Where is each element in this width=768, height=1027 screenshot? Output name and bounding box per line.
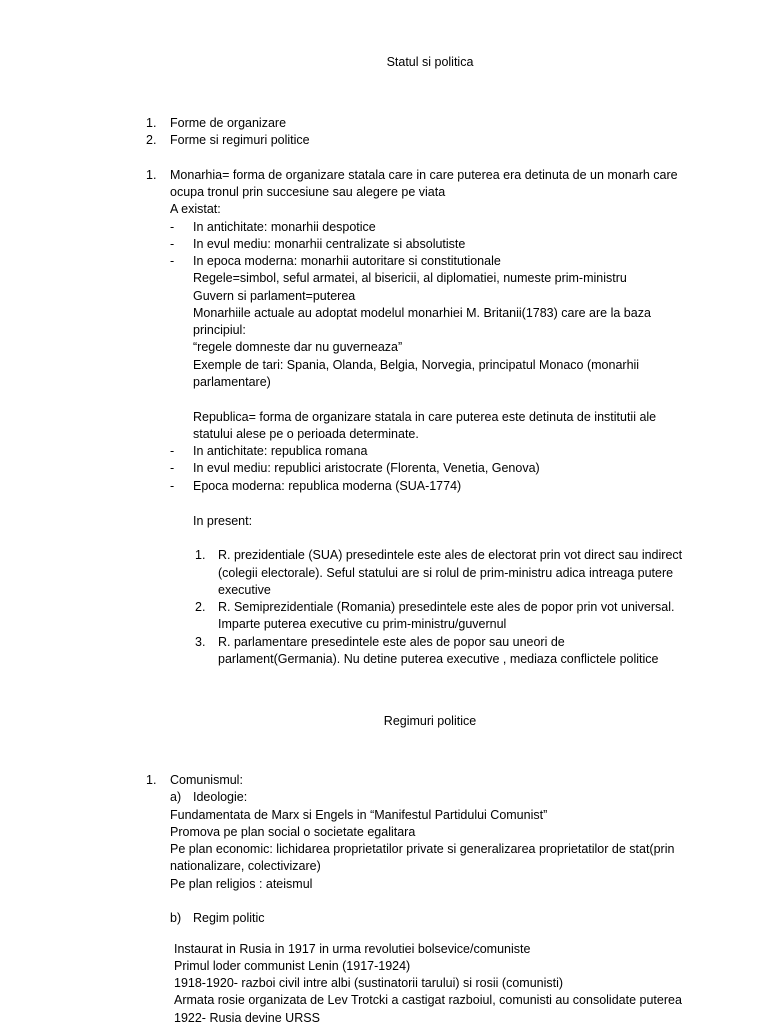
republica-present: In present: <box>193 514 253 528</box>
monarhia-bullet-2: In evul mediu: monarhii centralizate si absolutiste <box>193 237 466 251</box>
bullet-dash: - <box>170 220 175 234</box>
comunism-num: 1. <box>146 773 157 787</box>
republica-type-1-line: R. prezidentiale (SUA) presedintele este ales de electorat prin vot direct sau indirect <box>218 548 683 562</box>
bullet-dash: - <box>170 237 175 251</box>
comunism-b-title: Regim politic <box>193 911 265 925</box>
monarhia-detail: principiul: <box>193 323 246 337</box>
comunism-a-label: a) <box>170 790 182 804</box>
monarhia-detail: Exemple de tari: Spania, Olanda, Belgia, Norvegia, principatul Monaco (monarhii <box>193 358 640 372</box>
monarhia-detail: “regele domneste dar nu guverneaza” <box>193 340 403 354</box>
republica-type-2-line: Imparte puterea executive cu prim-ministru/guvernul <box>218 617 507 631</box>
bullet-dash: - <box>170 444 175 458</box>
document-title: Statul si politica <box>386 55 474 69</box>
section-title-regimuri: Regimuri politice <box>383 714 477 728</box>
monarhia-detail: Guvern si parlament=puterea <box>193 289 356 303</box>
republica-type-3-line: parlament(Germania). Nu detine puterea executive , mediaza conflictele politice <box>218 652 659 666</box>
regim-politic-line: 1918-1920- razboi civil intre albi (sustinatorii tarului) si rosii (comunisti) <box>174 976 564 990</box>
toc-num-1: 1. <box>146 116 157 130</box>
comunism-b-label: b) <box>170 911 182 925</box>
republica-type-1-line: executive <box>218 583 271 597</box>
regim-politic-line: Armata rosie organizata de Lev Trotcki a castigat razboiul, comunisti au consolidate puterea <box>174 993 682 1007</box>
comunism-a-title: Ideologie: <box>193 790 248 804</box>
republica-type-num-3: 3. <box>195 635 206 649</box>
regim-politic-line: 1922- Rusia devine URSS <box>174 1011 320 1025</box>
regim-politic-line: Instaurat in Rusia in 1917 in urma revolutiei bolsevice/comuniste <box>174 942 531 956</box>
toc-item-2: Forme si regimuri politice <box>170 133 310 147</box>
republica-def-line2: statului alese pe o perioada determinate. <box>193 427 419 441</box>
bullet-dash: - <box>170 254 175 268</box>
republica-type-num-2: 2. <box>195 600 206 614</box>
monarhia-detail: Regele=simbol, seful armatei, al bisericii, al diplomatiei, numeste prim-ministru <box>193 271 627 285</box>
ideologie-line: Fundamentata de Marx si Engels in “Manifestul Partidului Comunist” <box>170 808 548 822</box>
monarhia-def-line1: Monarhia= forma de organizare statala care in care puterea era detinuta de un monarh care <box>170 168 678 182</box>
monarhia-def-line2: ocupa tronul prin succesiune sau alegere pe viata <box>170 185 446 199</box>
regim-politic-line: Primul loder communist Lenin (1917-1924) <box>174 959 411 973</box>
monarhia-num: 1. <box>146 168 157 182</box>
republica-def-line1: Republica= forma de organizare statala in care puterea este detinuta de institutii ale <box>193 410 657 424</box>
republica-type-num-1: 1. <box>195 548 206 562</box>
ideologie-line: Promova pe plan social o societate egalitara <box>170 825 416 839</box>
monarhia-bullet-1: In antichitate: monarhii despotice <box>193 220 376 234</box>
republica-bullet-3: Epoca moderna: republica moderna (SUA-1774) <box>193 479 462 493</box>
bullet-dash: - <box>170 461 175 475</box>
republica-type-2-line: R. Semiprezidentiale (Romania) presedintele este ales de popor prin vot universal. <box>218 600 675 614</box>
republica-bullet-1: In antichitate: republica romana <box>193 444 368 458</box>
ideologie-line: Pe plan religios : ateismul <box>170 877 313 891</box>
monarhia-detail: parlamentare) <box>193 375 271 389</box>
bullet-dash: - <box>170 479 175 493</box>
toc-item-1: Forme de organizare <box>170 116 287 130</box>
republica-bullet-2: In evul mediu: republici aristocrate (Florenta, Venetia, Genova) <box>193 461 540 475</box>
comunism-title: Comunismul: <box>170 773 243 787</box>
ideologie-line: nationalizare, colectivizare) <box>170 859 321 873</box>
monarhia-existat: A existat: <box>170 202 221 216</box>
toc-num-2: 2. <box>146 133 157 147</box>
republica-type-3-line: R. parlamentare presedintele este ales de popor sau uneori de <box>218 635 565 649</box>
ideologie-line: Pe plan economic: lichidarea proprietatilor private si generalizarea proprietatilor de stat(prin <box>170 842 675 856</box>
monarhia-bullet-3: In epoca moderna: monarhii autoritare si constitutionale <box>193 254 501 268</box>
monarhia-detail: Monarhiile actuale au adoptat modelul monarhiei M. Britanii(1783) care are la baza <box>193 306 651 320</box>
republica-type-1-line: (colegii electorale). Seful statului are si rolul de prim-ministru adica intreaga putere <box>218 566 674 580</box>
